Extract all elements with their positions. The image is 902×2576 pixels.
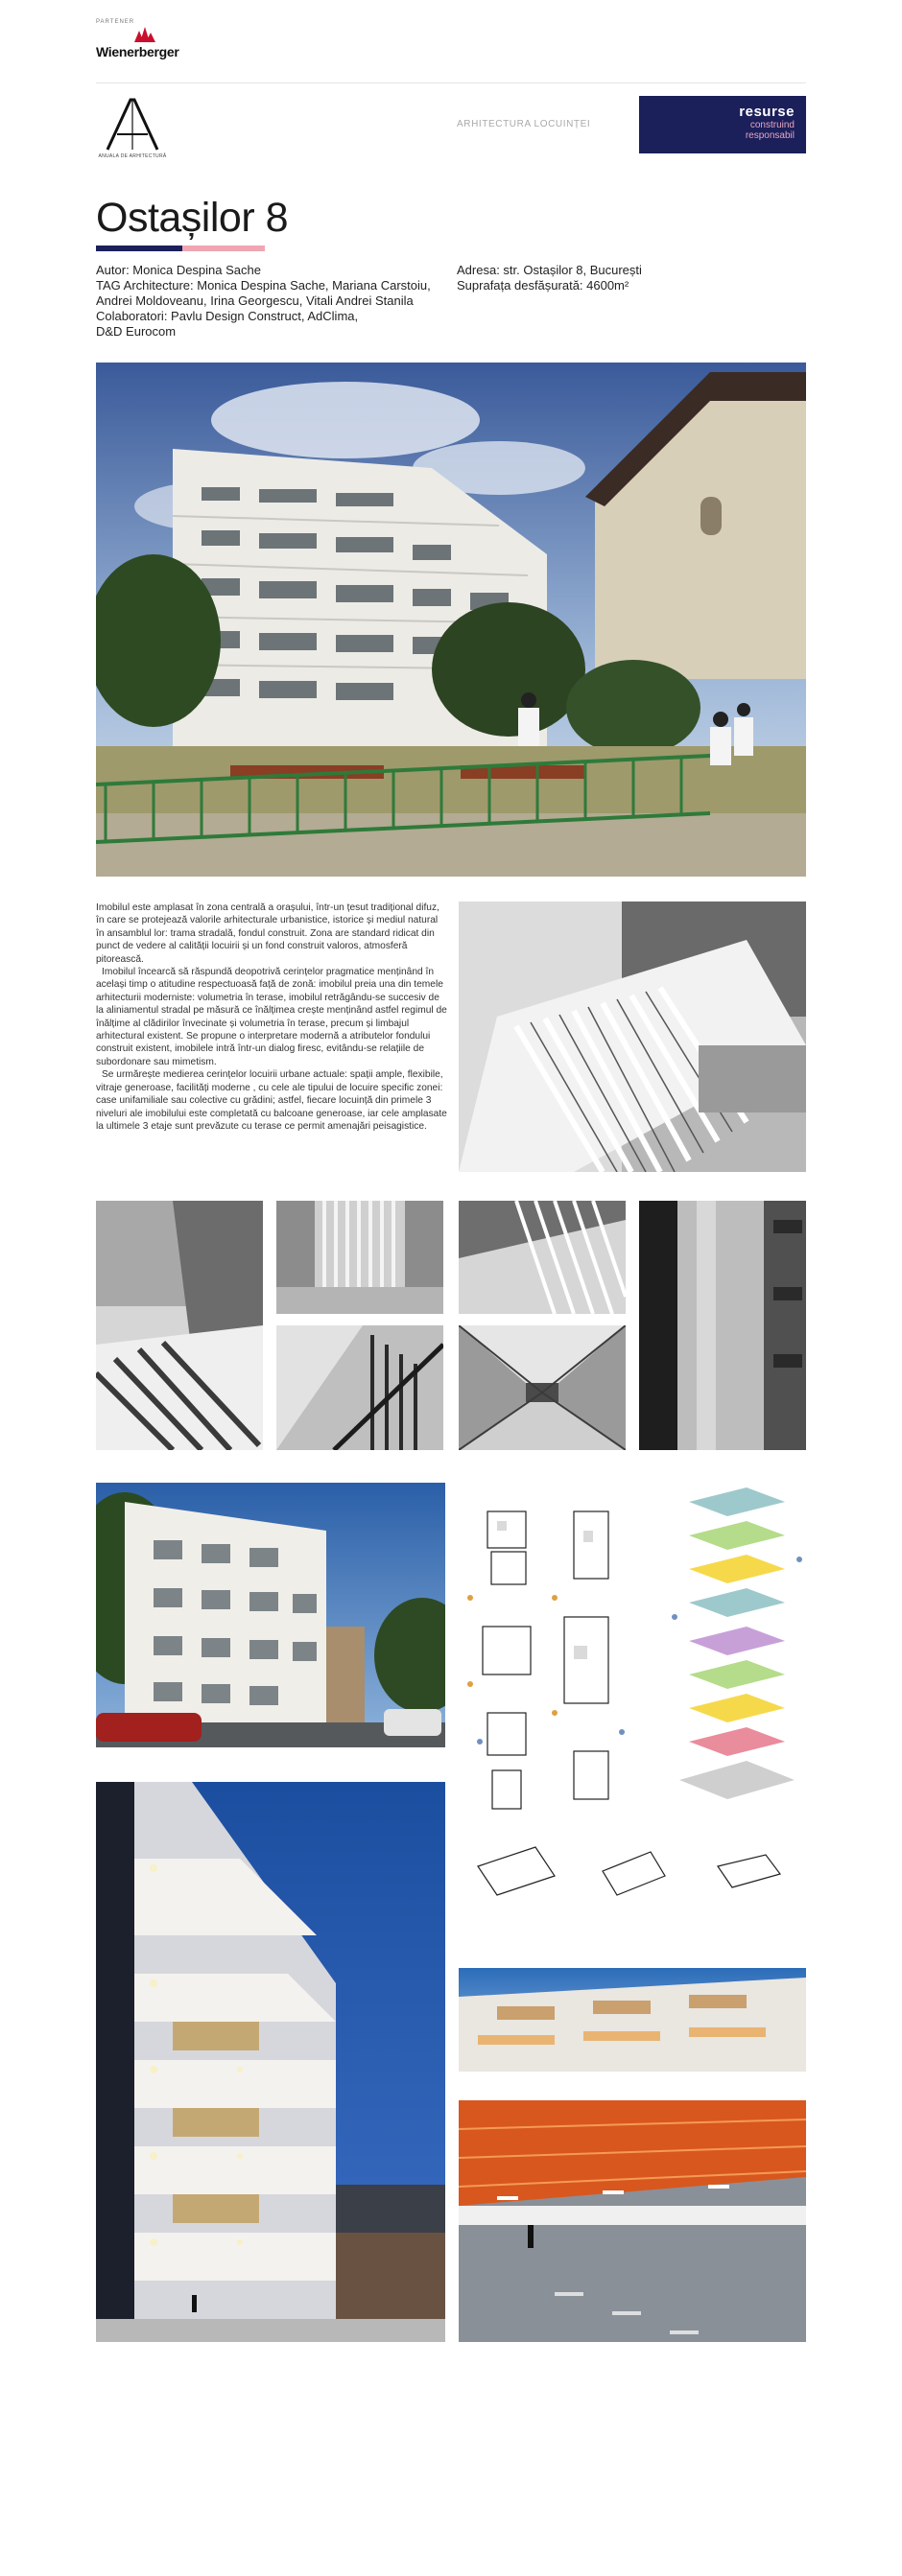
description-paragraph-2: Imobilul încearcă să răspundă deopotrivă cerințelor pragmatice menținând în același timp o atitudine respectuoasă față de zonă: imobilul preia una din temele arhitecturii moderniste: volumetria în terase, imobilul retrăgându-se succesiv de la aliniamentul stradal pe măsură ce înălțimea crește menținând astfel regimul de înălțime al clădirilor învecinate și volumetria în terase, precum și limbajul arhitectural existent. Se propune o interpretare modernă a atributelor fondului construit existent, imobilele intră într-un dialog firesc, evitându-se relațiile de subordonare sau mimetism. — [96, 967, 447, 1067]
author-line: Autor: Monica Despina Sache — [96, 263, 261, 277]
project-description — [96, 902, 447, 1133]
photo-terrace-shadows-bw[interactable] — [96, 1201, 263, 1450]
photo-balcony-louvers-bw[interactable] — [459, 1201, 626, 1314]
wienerberger-logo[interactable] — [96, 27, 194, 59]
team-line: TAG Architecture: Monica Despina Sache, Mariana Carstoiu, Andrei Moldoveanu, Irina Georgescu, Vitali Andrei Stanila — [96, 278, 431, 308]
photo-street-facade[interactable] — [96, 1483, 445, 1747]
anuala-label: ANUALA DE ARHITECTURĂ — [98, 153, 167, 159]
photo-louvers-bw[interactable] — [276, 1201, 443, 1314]
photo-stair-railing-bw[interactable] — [276, 1325, 443, 1450]
collaborators-line-1: Colaboratori: Pavlu Design Construct, AdClima, — [96, 309, 359, 323]
sponsor-brand: resurse — [739, 104, 795, 120]
description-paragraph-3: Se urmărește medierea cerințelor locuirii urbane actuale: spații ample, flexibile, vitraje generoase, facilități moderne , cu cele ale tipului de locuire specific zonei: case unifamiliale sau colective cu grădini; astfel, fiecare locuință din primele 3 niveluri ale imobilului este completată cu balcoane generoase, iar cele amplasate la ultimele 3 etaje sunt prevăzute cu terase ce permit amenajări peisagistice. — [96, 1069, 447, 1132]
photo-stairwell-bw[interactable] — [639, 1201, 806, 1450]
address-line: Adresa: str. Ostașilor 8, București — [457, 263, 642, 277]
partner-name: Wienerberger — [96, 44, 179, 59]
title-accent-bar — [96, 246, 265, 251]
sponsor-tag-2: responsabil — [745, 130, 795, 141]
area-line: Suprafața desfășurată: 4600m² — [457, 278, 629, 293]
page-title: Ostașilor 8 — [96, 195, 289, 241]
photo-atrium-view-bw[interactable] — [459, 1325, 626, 1450]
collaborators-line-2: D&D Eurocom — [96, 324, 177, 339]
photo-balcony-detail-bw[interactable] — [459, 902, 806, 1172]
resurse-sponsor-banner[interactable] — [639, 96, 806, 153]
hero-photo-building-park[interactable] — [96, 363, 806, 877]
anuala-a-icon — [96, 96, 169, 152]
photo-night-facade[interactable] — [96, 1782, 445, 2342]
photo-underground-parking[interactable] — [459, 2100, 806, 2342]
description-paragraph-1: Imobilul este amplasat în zona centrală a orașului, într-un țesut tradițional difuz, în care se protejează valorile arhitecturale urbanistice, istorice și mediul natural în ansamblul lor: trama stradală, fondul construit. Zona are standard ridicat din punct de vedere al calității locuirii și un fond construit valoros, atmosferă pitorească. — [96, 902, 439, 965]
partner-label: PARTENER — [96, 19, 135, 25]
project-info — [457, 263, 806, 293]
sponsor-tag-1: construind — [749, 120, 795, 130]
header-divider — [96, 82, 806, 83]
project-credits — [96, 263, 451, 340]
section-label[interactable]: ARHITECTURA LOCUINȚEI — [457, 119, 591, 129]
photo-facade-detail-dusk[interactable] — [459, 1968, 806, 2072]
anuala-logo[interactable] — [96, 96, 169, 159]
floor-plans-and-axonometry[interactable] — [459, 1483, 806, 1943]
